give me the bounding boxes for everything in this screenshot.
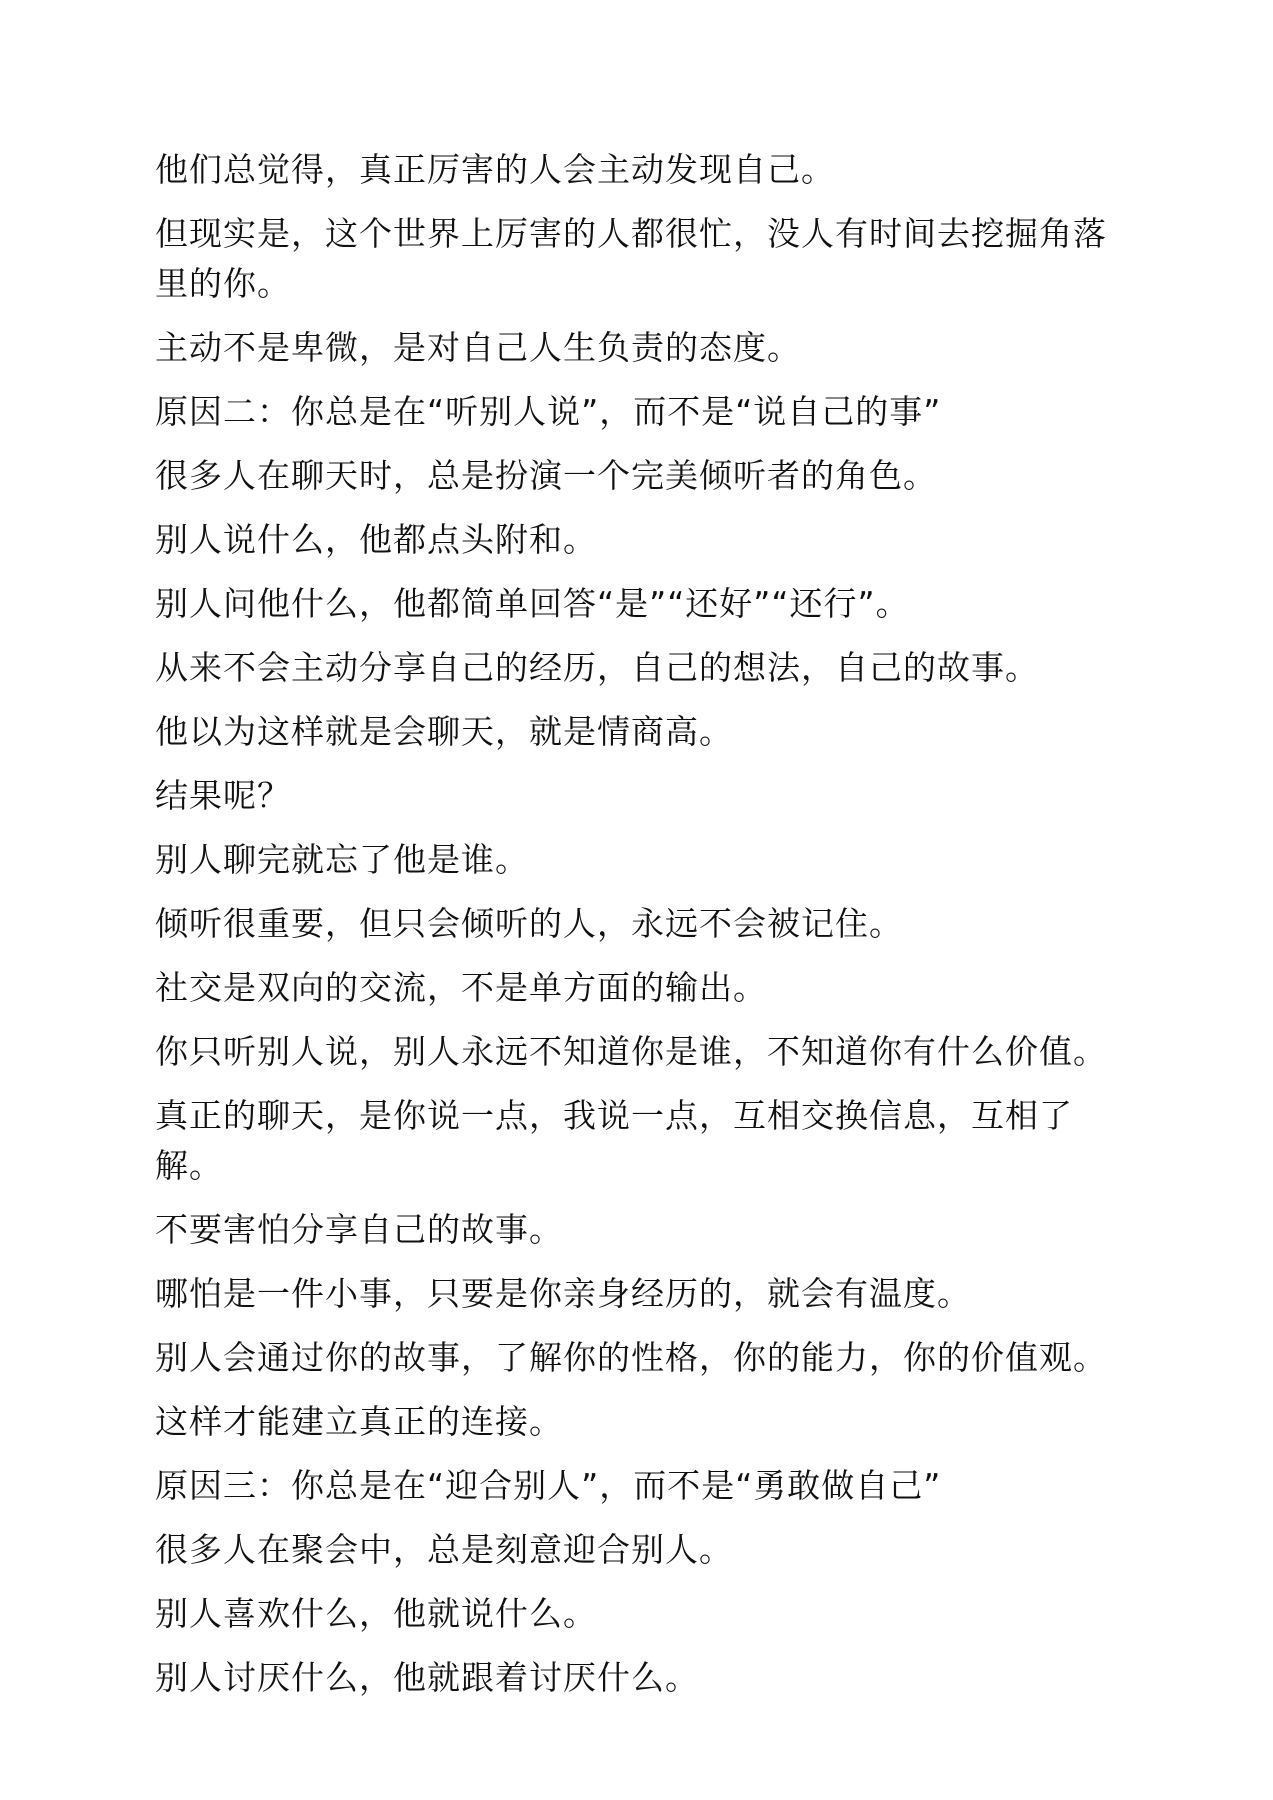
paragraph: 主动不是卑微，是对自己人生负责的态度。: [155, 328, 801, 367]
paragraph: 倾听很重要，但只会倾听的人，永远不会被记住。: [155, 904, 903, 943]
paragraph: 但现实是，这个世界上厉害的人都很忙，没人有时间去挖掘角落里的你。: [155, 214, 1107, 303]
paragraph: 你只听别人说，别人永远不知道你是谁，不知道你有什么价值。: [155, 1032, 1107, 1071]
document-body: [155, 145, 1135, 1717]
paragraph: 不要害怕分享自己的故事。: [155, 1210, 563, 1249]
section-heading: 原因二：你总是在“听别人说”，而不是“说自己的事”: [155, 392, 942, 431]
paragraph: 别人聊完就忘了他是谁。: [155, 840, 529, 879]
paragraph: 真正的聊天，是你说一点，我说一点，互相交换信息，互相了解。: [155, 1096, 1073, 1185]
paragraph: 他们总觉得，真正厉害的人会主动发现自己。: [155, 150, 835, 189]
paragraph: 从来不会主动分享自己的经历，自己的想法，自己的故事。: [155, 648, 1039, 687]
paragraph: 这样才能建立真正的连接。: [155, 1402, 563, 1441]
paragraph: 他以为这样就是会聊天，就是情商高。: [155, 712, 733, 751]
paragraph: 别人说什么，他都点头附和。: [155, 520, 597, 559]
paragraph: 结果呢？: [155, 776, 291, 815]
paragraph: 别人会通过你的故事，了解你的性格，你的能力，你的价值观。: [155, 1338, 1107, 1377]
paragraph: 很多人在聚会中，总是刻意迎合别人。: [155, 1530, 733, 1569]
paragraph: 别人讨厌什么，他就跟着讨厌什么。: [155, 1658, 699, 1697]
paragraph: 别人喜欢什么，他就说什么。: [155, 1594, 597, 1633]
paragraph: 哪怕是一件小事，只要是你亲身经历的，就会有温度。: [155, 1274, 971, 1313]
paragraph: 别人问他什么，他都简单回答“是”“还好”“还行”。: [155, 584, 910, 623]
section-heading: 原因三：你总是在“迎合别人”，而不是“勇敢做自己”: [155, 1466, 942, 1505]
paragraph: 很多人在聊天时，总是扮演一个完美倾听者的角色。: [155, 456, 937, 495]
paragraph: 社交是双向的交流，不是单方面的输出。: [155, 968, 767, 1007]
